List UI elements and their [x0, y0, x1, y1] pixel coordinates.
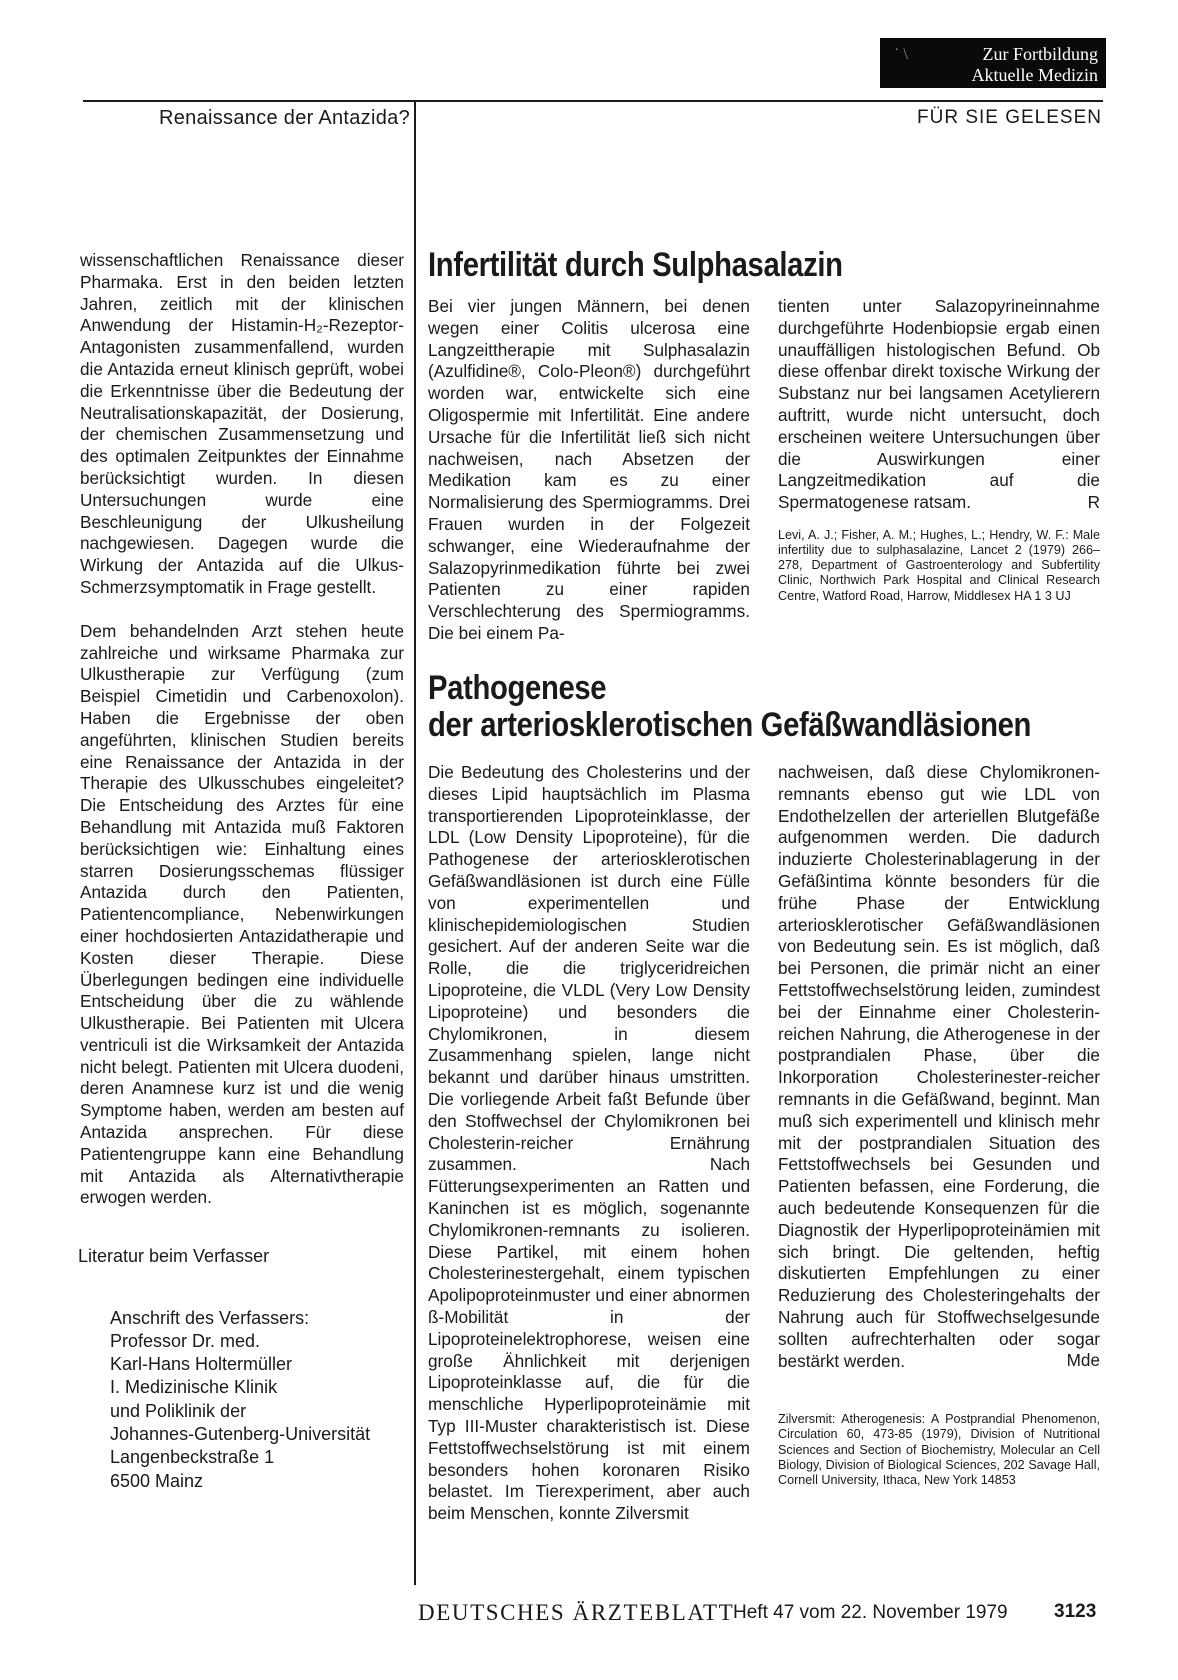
literature-note: Literatur beim Verfasser	[78, 1246, 270, 1267]
running-title-left: Renaissance der Antazida?	[159, 107, 410, 129]
article2-column-2	[778, 762, 1100, 1488]
article2-column-2-text: nachweisen, daß diese Chylomikronen-remnants ebenso gut wie LDL von Endothelzellen der arteriellen Blutgefäße aufgenommen werden. Die dadurch induzierte Cholesterinablagerung in der Gefäßintima könnte besonders für die frühe Phase der Entwicklung arteriosklerotischer Gefäßwandläsionen von Bedeutung sein. Es ist möglich, daß bei Personen, die primär nicht an einer Fettstoffwechselstörung leiden, zumindest bei der Einnahme einer Cholesterin-reichen Nahrung, die Atherogenese in der postprandialen Phase, über die Inkorporation Cholesterinester-reicher remnants in die Gefäßwand, beginnt. Man muß sich experimentell und klinisch mehr mit der postprandialen Situation des Fettstoffwechsels bei Gesunden und Patienten befassen, eine Forderung, die auch bedeutende Konsequenzen für die Diagnostik der Hyperlipoproteinämien mit sich bringt. Die geltenden, heftig diskutierten Empfehlungen zu einer Reduzierung des Cholesteringehalts der Nahrung auch für Stoffwechselgesunde sollten aufrechterhalten oder sogar bestärkt werden.	[778, 762, 1100, 1371]
article1-column-2	[778, 296, 1100, 604]
article1-column-1: Bei vier jungen Männern, bei denen wegen einer Colitis ulcerosa eine Langzeittherapie mit Sulphasalazin (Azulfidine®, Colo-Pleon®) durchgeführt worden war, entwickelte sich eine Oligospermie mit Infertilität. Eine andere Ursache für die Infertilität ließ sich nicht nachweisen, nach Absetzen der Medikation kam es zu einer Normalisierung des Spermiogramms. Drei Frauen wurden in der Folgezeit schwanger, eine Wiederaufnahme der Salazopyrinmedikation führte bei zwei Patienten zu einer rapiden Verschlechterung des Spermiogramms. Die bei einem Pa-	[428, 296, 750, 643]
badge-ornament-icon: ˙ \	[894, 46, 908, 63]
article2-column-1: Die Bedeutung des Cholesterins und der dieses Lipid hauptsächlich im Plasma transportierenden Lipoproteinklasse, der LDL (Low Density Lipoproteine), für die Pathogenese der arteriosklerotischen Gefäßwandläsionen ist durch eine Fülle von experimentellen und klinischepidemiologischen Studien gesichert. Auf der anderen Seite war die Rolle, die die triglyceridreichen Lipoproteine, die VLDL (Very Low Density Lipoproteine) und besonders die Chylomikronen, in diesem Zusammenhang spielen, lange nicht bekannt und darüber hinaus umstritten. Die vorliegende Arbeit faßt Befunde über den Stoffwechsel der Chylomikronen bei Cholesterin-reicher Ernährung zusammen. Nach Fütterungsexperimenten an Ratten und Kaninchen ist es möglich, sogenannte Chylomikronen-remnants zu isolieren. Diese Partikel, mit einem hohen Cholesterinestergehalt, einem typischen Apolipoproteinmuster und einer abnormen ß-Mobilität in der Lipoproteinelektrophorese, weisen eine große Ähnlichkeit mit derjenigen Lipoproteinklasse auf, die für die menschliche Hyperlipoproteinämie mit Typ III-Muster charakteristisch ist. Diese Fettstoffwechselstörung ist mit einem besonders hohen koronaren Risiko belastet. Im Tierexperiment, aber auch beim Menschen, konnte Zilversmit	[428, 762, 750, 1524]
address-line: und Poliklinik der	[110, 1400, 247, 1421]
article2-reference: Zilversmit: Atherogenesis: A Postprandial Phenomenon, Circulation 60, 473-85 (1979), Division of Nutritional Sciences and Section of Biochemistry, Molecular an Cell Biology, Division of Biological Sciences, 202 Savage Hall, Cornell University, Ithaca, New York 14853	[778, 1412, 1100, 1487]
address-line: I. Medizinische Klinik	[110, 1377, 278, 1398]
address-line: Langenbeckstraße 1	[110, 1447, 275, 1468]
left-column	[80, 250, 404, 1493]
badge-line-2: Aktuelle Medizin	[971, 65, 1098, 85]
address-line: 6500 Mainz	[110, 1470, 204, 1491]
header-rule	[83, 100, 1103, 102]
footer-page-number: 3123	[1054, 1601, 1097, 1622]
article2-signature: Mde	[1066, 1350, 1100, 1371]
article2-title-line-2: der arteriosklerotischen Gefäßwandläsionen	[428, 706, 1032, 744]
left-paragraph-2: Dem behandelnden Arzt stehen heute zahlreiche und wirksame Pharmaka zur Ulkustherapie zur Verfügung (zum Beispiel Cimetidin und Carbenoxolon). Haben die Ergebnisse der oben angeführten, klinischen Studien bereits eine Renaissance der Antazida in der Therapie des Ulkusschubes eingeleitet? Die Entscheidung des Arztes für eine Behandlung mit Antazida muß Faktoren berücksichtigen wie: Einhaltung eines starren Dosierungsschemas flüssiger Antazida durch den Patienten, Patientencompliance, Nebenwirkungen einer hochdosierten Antazidatherapie und Kosten dieser Therapie. Diese Überlegungen bedingen eine individuelle Entscheidung über die zu wählende Ulkustherapie. Bei Patienten mit Ulcera ventriculi ist die Wirksamkeit der Antazida nicht belegt. Patienten mit Ulcera duodeni, deren Anamnese kurz ist und die wenig Symptome haben, werden am besten auf Antazida ansprechen. Für diese Patientengruppe kann eine Behandlung mit Antazida als Alternativtherapie erwogen werden.	[80, 620, 404, 1208]
author-address	[110, 1307, 404, 1493]
running-title-right: FÜR SIE GELESEN	[917, 107, 1102, 128]
column-divider	[414, 100, 416, 1585]
footer-magazine-title: DEUTSCHES ÄRZTEBLATT	[418, 1600, 735, 1625]
badge-line-1: Zur Fortbildung	[982, 44, 1098, 64]
article1-signature: R	[1087, 491, 1100, 512]
article2-title	[428, 670, 1129, 744]
article1-reference: Levi, A. J.; Fisher, A. M.; Hughes, L.; Hendry, W. F.: Male infertility due to sulphasalazine, Lancet 2 (1979) 266–278, Department of Gastroenterology and Subfertility Clinic, Northwich Park Hospital and Clinical Research Centre, Watford Road, Harrow, Middlesex HA 1 3 UJ	[778, 527, 1100, 603]
address-line: Karl-Hans Holtermüller	[110, 1354, 293, 1375]
section-badge	[880, 38, 1106, 88]
address-line: Professor Dr. med.	[110, 1330, 261, 1351]
footer-issue: Heft 47 vom 22. November 1979	[733, 1602, 1008, 1623]
article2-title-line-1: Pathogenese	[428, 669, 607, 707]
article1-column-2-text: tienten unter Salazopyrineinnahme durchgeführte Hodenbiopsie ergab einen unauffälligen histologischen Befund. Ob diese offenbar direkt toxische Wirkung der Substanz nur bei langsamen Acetylierern auftritt, wurde nicht untersucht, doch erscheinen weitere Untersuchungen über die Auswirkungen einer Langzeitmedikation auf die Spermatogenese ratsam.	[778, 296, 1100, 513]
address-line: Johannes-Gutenberg-Universität	[110, 1424, 371, 1445]
article1-title: Infertilität durch Sulphasalazin	[428, 246, 843, 284]
left-paragraph-1: wissenschaftlichen Renaissance dieser Pharmaka. Erst in den beiden letzten Jahren, zeitlich mit der klinischen Anwendung der Histamin-H₂-Rezeptor-Antagonisten zusammenfallend, wurden die Antazida erneut klinisch geprüft, wobei die Erkenntnisse über die Bedeutung der Neutralisationskapazität, der Dosierung, der chemischen Zusammensetzung und des optimalen Zeitpunktes der Einnahme berücksichtigt wurden. In diesen Untersuchungen wurde eine Beschleunigung der Ulkusheilung nachgewiesen. Dagegen wurde die Wirkung der Antazida auf die Ulkus-Schmerzsymptomatik in Frage gestellt.	[80, 250, 404, 597]
address-line: Anschrift des Verfassers:	[110, 1307, 310, 1328]
